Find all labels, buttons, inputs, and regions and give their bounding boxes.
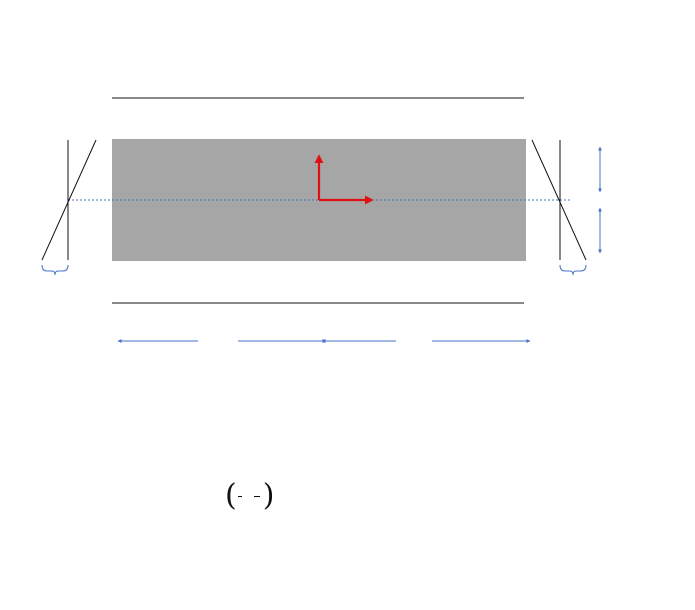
- fraction-2-numerator: [254, 496, 260, 497]
- left-load-profile: [42, 140, 96, 260]
- equation-paren-open: (: [225, 478, 237, 513]
- right-p-brace: [560, 265, 586, 275]
- left-p-brace: [42, 265, 68, 275]
- equation-fraction-2: [254, 496, 260, 497]
- fraction-1-numerator: [238, 496, 242, 497]
- equation-paren-close: ): [262, 478, 275, 513]
- equation-fraction-1: [238, 496, 242, 497]
- beam-figure: [0, 60, 695, 360]
- equation-line2: [222, 476, 274, 516]
